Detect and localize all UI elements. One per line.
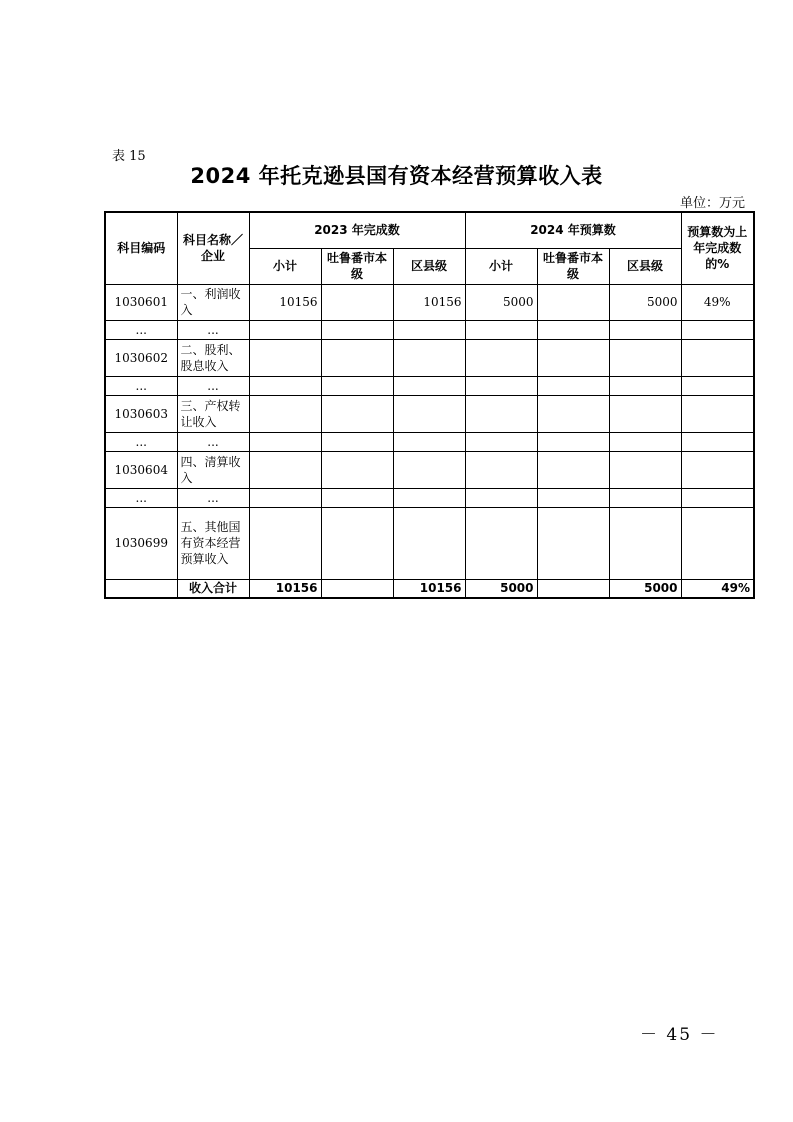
total-ratio: 49%: [681, 579, 754, 598]
table-label: 表 15: [112, 149, 146, 164]
row-name: 二、股利、股息收入: [177, 339, 249, 376]
row-code: ...: [105, 376, 177, 395]
header-2024-group: 2024 年预算数: [465, 212, 681, 248]
table-row: [105, 507, 754, 579]
row-code: 1030601: [105, 284, 177, 320]
table-row: [105, 395, 754, 432]
total-2023-subtotal: 10156: [249, 579, 321, 598]
row-name: 四、清算收入: [177, 451, 249, 488]
row-name: 三、产权转让收入: [177, 395, 249, 432]
row-code: ...: [105, 320, 177, 339]
table-row: [105, 376, 754, 395]
row-2024-subtotal: 5000: [465, 284, 537, 320]
row-2024-county: 5000: [609, 284, 681, 320]
row-2023-subtotal: 10156: [249, 284, 321, 320]
header-2023-county: 区县级: [393, 248, 465, 284]
row-code: ...: [105, 488, 177, 507]
total-2023-county: 10156: [393, 579, 465, 598]
header-2024-subtotal: 小计: [465, 248, 537, 284]
table-row: [105, 488, 754, 507]
row-code: 1030699: [105, 507, 177, 579]
row-code: 1030603: [105, 395, 177, 432]
page-title: 2024 年托克逊县国有资本经营预算收入表: [190, 164, 603, 188]
unit-label: 单位：万元: [679, 196, 745, 211]
table-row: [105, 432, 754, 451]
table-row: [105, 320, 754, 339]
header-name: 科目名称／企业: [177, 212, 249, 284]
row-name: 一、利润收入: [177, 284, 249, 320]
table-row: [105, 451, 754, 488]
row-name: 五、其他国有资本经营预算收入: [177, 507, 249, 579]
row-ratio: 49%: [681, 284, 754, 320]
total-label: 收入合计: [177, 579, 249, 598]
total-row: [105, 579, 754, 598]
header-2023-subtotal: 小计: [249, 248, 321, 284]
row-name: ...: [177, 376, 249, 395]
page-number: － 45 －: [640, 1025, 719, 1045]
budget-table: [104, 211, 755, 599]
total-2024-county: 5000: [609, 579, 681, 598]
row-code: 1030602: [105, 339, 177, 376]
row-2024-city: [537, 284, 609, 320]
row-2023-city: [321, 284, 393, 320]
header-ratio: 预算数为上年完成数的%: [681, 212, 754, 284]
row-2023-county: 10156: [393, 284, 465, 320]
total-2024-subtotal: 5000: [465, 579, 537, 598]
row-code: ...: [105, 432, 177, 451]
row-code: 1030604: [105, 451, 177, 488]
total-2023-city: [321, 579, 393, 598]
table-row: [105, 339, 754, 376]
header-code: 科目编码: [105, 212, 177, 284]
header-2023-city: 吐鲁番市本级: [321, 248, 393, 284]
row-name: ...: [177, 320, 249, 339]
header-2023-group: 2023 年完成数: [249, 212, 465, 248]
row-name: ...: [177, 488, 249, 507]
table-row: [105, 284, 754, 320]
total-2024-city: [537, 579, 609, 598]
row-name: ...: [177, 432, 249, 451]
header-2024-city: 吐鲁番市本级: [537, 248, 609, 284]
header-2024-county: 区县级: [609, 248, 681, 284]
